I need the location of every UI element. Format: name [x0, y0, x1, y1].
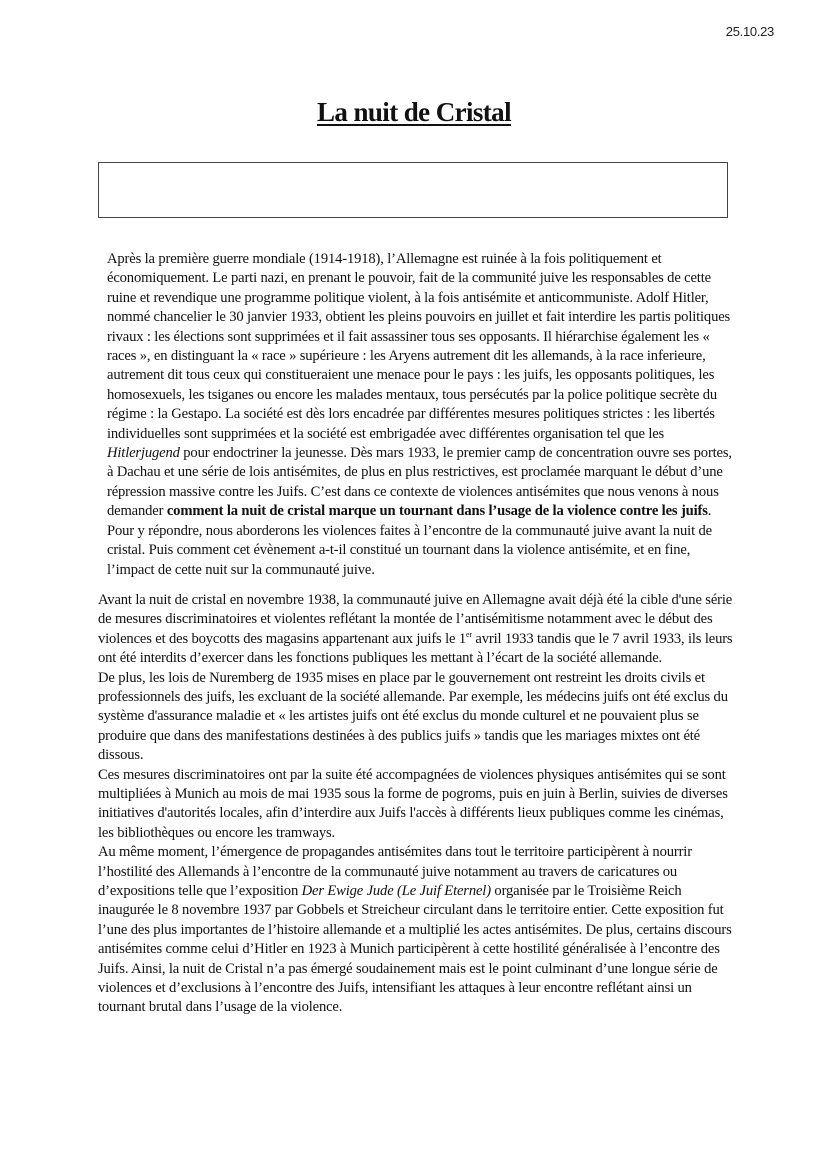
document-title: [0, 97, 828, 128]
section1-paragraph-1: [98, 591, 738, 669]
section1-p4-text-b: organisée par le Troisième Reich inaugurée le 8 novembre 1937 par Gobbels et Streicheur circulant dans le territoire entier. Cette exposition fut l’une des plus importantes de l’histoire allemande et a multiplié les actes antisémites. De plus, certains discours antisémites comme celui d’Hitler en 1923 à Munich participèrent à cette hostilité généralisée à l’encontre des Juifs. Ainsi, la nuit de Cristal n’a pas émergé soudainement mais est le point culminant d’une longue série de violences et d’exclusions à l’encontre des Juifs, intensifiant les attaques à leur encontre reflétant ainsi un tournant brutal dans l’usage de la violence.: [98, 883, 732, 1016]
section1-p4-text-a: Au même moment, l’émergence de propagandes antisémites dans tout le territoire participèrent à nourrir l’hostilité des Allemands à l’encontre de la communauté juive notamment au travers de caricatures ou d’expositions telle que l’exposition: [98, 844, 692, 899]
introduction-paragraph: [98, 250, 738, 580]
section1-p1-text-a: Avant la nuit de cristal en novembre 1938, la communauté juive en Allemagne avait déjà été la cible d'une série de mesures discriminatoires et violentes reflétant la montée de l’antisémitisme notamment avec le début des violences et des boycotts des magasins appartenant aux juifs le 1: [98, 591, 733, 647]
document-body: [98, 250, 738, 1018]
section1-paragraph-3: Ces mesures discriminatoires ont par la suite été accompagnées de violences physiques antisémites qui se sont multipliées à Munich au mois de mai 1935 sous la forme de pogroms, puis en juin à Berlin, suivies de diverses initiatives d'autorités locales, afin d’interdire aux Juifs l'accès à différents lieux publiques comme les cinémas, les bibliothèques ou encore les tramways.: [98, 766, 728, 841]
intro-text-2: pour endoctriner la jeunesse. Dès mars 1933, le premier camp de concentration ouvre ses portes, à Dachau et une série de lois antisémites, de plus en plus restrictives, est proclamée marquant le début d’une répression massive contre les Juifs. C’est dans ce contexte de violences antisémites que nous venons à nous demander: [107, 445, 732, 520]
intro-italic-hitlerjugend: Hitlerjugend: [107, 445, 180, 462]
section1-p1-text-b: avril 1933 tandis que le 7 avril 1933, ils leurs ont été interdits d’exercer dans les fonctions publiques les mettant à l’écart de la société allemande.: [98, 630, 733, 667]
empty-answer-box: [98, 162, 728, 218]
superscript-er: er: [465, 629, 472, 639]
problematic-question: comment la nuit de cristal marque un tournant dans l’usage de la violence contre les juifs: [166, 503, 708, 520]
exhibition-title-italic: Der Ewige Jude (Le Juif Eternel): [301, 883, 491, 899]
document-date: 25.10.23: [725, 24, 774, 39]
section1-paragraph-4: [98, 843, 738, 1018]
title-text: La nuit de Cristal: [317, 97, 511, 127]
intro-text-1: Après la première guerre mondiale (1914-1918), l’Allemagne est ruinée à la fois politiquement et économiquement. Le parti nazi, en prenant le pouvoir, fait de la communité juive les responsables de cette ruine et revendique une programme politique violent, à la fois antisémite et anticommuniste. Adolf Hitler, nommé chancelier le 30 janvier 1933, obtient les pleins pouvoirs en juillet et fait interdire les partis politiques rivaux : les élections sont supprimées et il fait assassiner tous ses opposants. Il hiérarchise également les « races », en distinguant la « race » supérieure : les Aryens autrement dit les allemands, à la race inferieure, autrement dit tous ceux qui constitueraient une menace pour le pays : les juifs, les opposants politiques, les homosexuels, les tsiganes ou encore les malades mentaux, tous persécutés par la police politique secrète du régime : la Gestapo. La société est dès lors encadrée par différentes mesures politiques strictes : les libertés individuelles sont supprimées et la société est embrigadée avec différentes organisation tel que les: [107, 251, 731, 442]
section1-paragraph-2: De plus, les lois de Nuremberg de 1935 mises en place par le gouvernement ont restreint les droits civils et professionnels des juifs, les excluant de la société allemande. Par exemple, les médecins juifs ont été exclus du système d'assurance maladie et « les artistes juifs ont été exclus du monde culturel et ne pouvaient plus se produire que dans des manifestations destinées à des publics juifs » tandis que les mariages mixtes ont été dissous.: [98, 669, 728, 764]
intro-text-3: . Pour y répondre, nous aborderons les violences faites à l’encontre de la communauté juive avant la nuit de cristal. Puis comment cet évènement a-t-il constitué un tournant dans la violence antisémite, et en fine, l’impact de cette nuit sur la communauté juive.: [107, 503, 712, 578]
